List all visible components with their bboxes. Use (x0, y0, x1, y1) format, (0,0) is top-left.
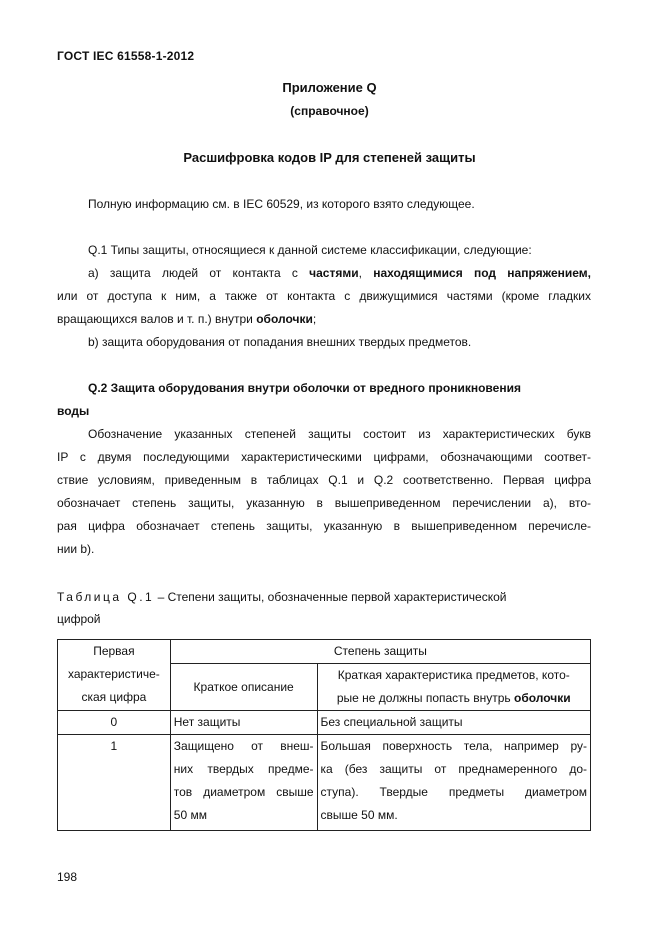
cell-objects: Без специальной защиты (317, 711, 590, 735)
q2-heading-line1: Q.2 Защита оборудования внутри оболочки от вредного проникновения (88, 381, 521, 395)
table-row (58, 711, 591, 735)
cell-objects: Большая поверхность тела, например ру- ка (без защиты от преднамеренного до- ступа). Твердые предметы диаметром свыше 50 мм. (317, 735, 590, 831)
table-row (58, 735, 591, 831)
q1-item-b (57, 331, 591, 354)
cell-description: Защищено от внеш- них твердых предме- тов диаметром свыше 50 мм (170, 735, 317, 831)
q2-line: Обозначение указанных степеней защиты состоит из характеристических букв (88, 427, 591, 441)
item-a-bold-enclosure: оболочки (256, 312, 313, 326)
page-number: 198 (57, 870, 78, 884)
item-a-bold-live: находящимися под напряжением, (373, 266, 591, 280)
q2-line: нии b). (57, 542, 95, 556)
intro-paragraph (57, 193, 591, 216)
item-a-line2: или от доступа к ним, а также от контакта с движущимися частями (кроме гладких (57, 289, 591, 303)
q1-text: Q.1 Типы защиты, относящиеся к данной системе классификации, следующие: (88, 243, 532, 257)
q2-paragraph (57, 423, 591, 561)
header-degree: Степень защиты (170, 640, 590, 664)
q1-paragraph (57, 239, 591, 262)
table-header-row (58, 640, 591, 664)
annex-subtitle: (справочное) (290, 104, 369, 118)
item-b-text: b) защита оборудования от попадания внешних твердых предметов. (88, 335, 472, 349)
cell-digit: 1 (58, 735, 171, 831)
document-code: ГОСТ IEC 61558-1-2012 (57, 49, 195, 63)
cell-digit: 0 (58, 711, 171, 735)
table-caption-text: – Степени защиты, обозначенные первой характеристической (154, 590, 507, 604)
annex-title: Приложение Q (282, 80, 377, 95)
q2-heading (57, 377, 591, 423)
intro-text: Полную информацию см. в IEC 60529, из которого взято следующее. (88, 197, 475, 211)
header-first-digit: Первая характеристиче- ская цифра (58, 640, 171, 711)
q2-line: обозначает степень защиты, указанную в вышеприведенном перечислении а), вто- (57, 496, 591, 510)
q2-line: IP с двумя последующими характеристическими цифрами, обозначающими соответ- (57, 450, 591, 464)
item-a-text: а) защита людей от контакта с (88, 266, 310, 280)
header-short-description: Краткое описание (170, 664, 317, 711)
item-a-comma: , (358, 266, 374, 280)
table-caption (57, 586, 597, 630)
section-title: Расшифровка кодов IP для степеней защиты (183, 150, 476, 165)
item-a-end: ; (312, 312, 317, 326)
header-objects: Краткая характеристика предметов, кото- рые не должны попасть внутрь оболочки (317, 664, 590, 711)
q2-line: ствие условиям, приведенным в таблицах Q.1 и Q.2 соответственно. Первая цифра (57, 473, 591, 487)
item-a-line3: вращающихся валов и т. п.) внутри (57, 312, 257, 326)
cell-description: Нет защиты (170, 711, 317, 735)
item-a-bold-parts: частями (309, 266, 359, 280)
table-caption-text2: цифрой (57, 612, 101, 626)
table-caption-label: Таблица Q.1 (57, 590, 155, 604)
q1-item-a (57, 262, 591, 331)
q2-heading-line2: воды (57, 404, 90, 418)
q2-line: рая цифра обозначает степень защиты, указанную в вышеприведенном перечисле- (57, 519, 591, 533)
degrees-of-protection-table (57, 639, 591, 831)
